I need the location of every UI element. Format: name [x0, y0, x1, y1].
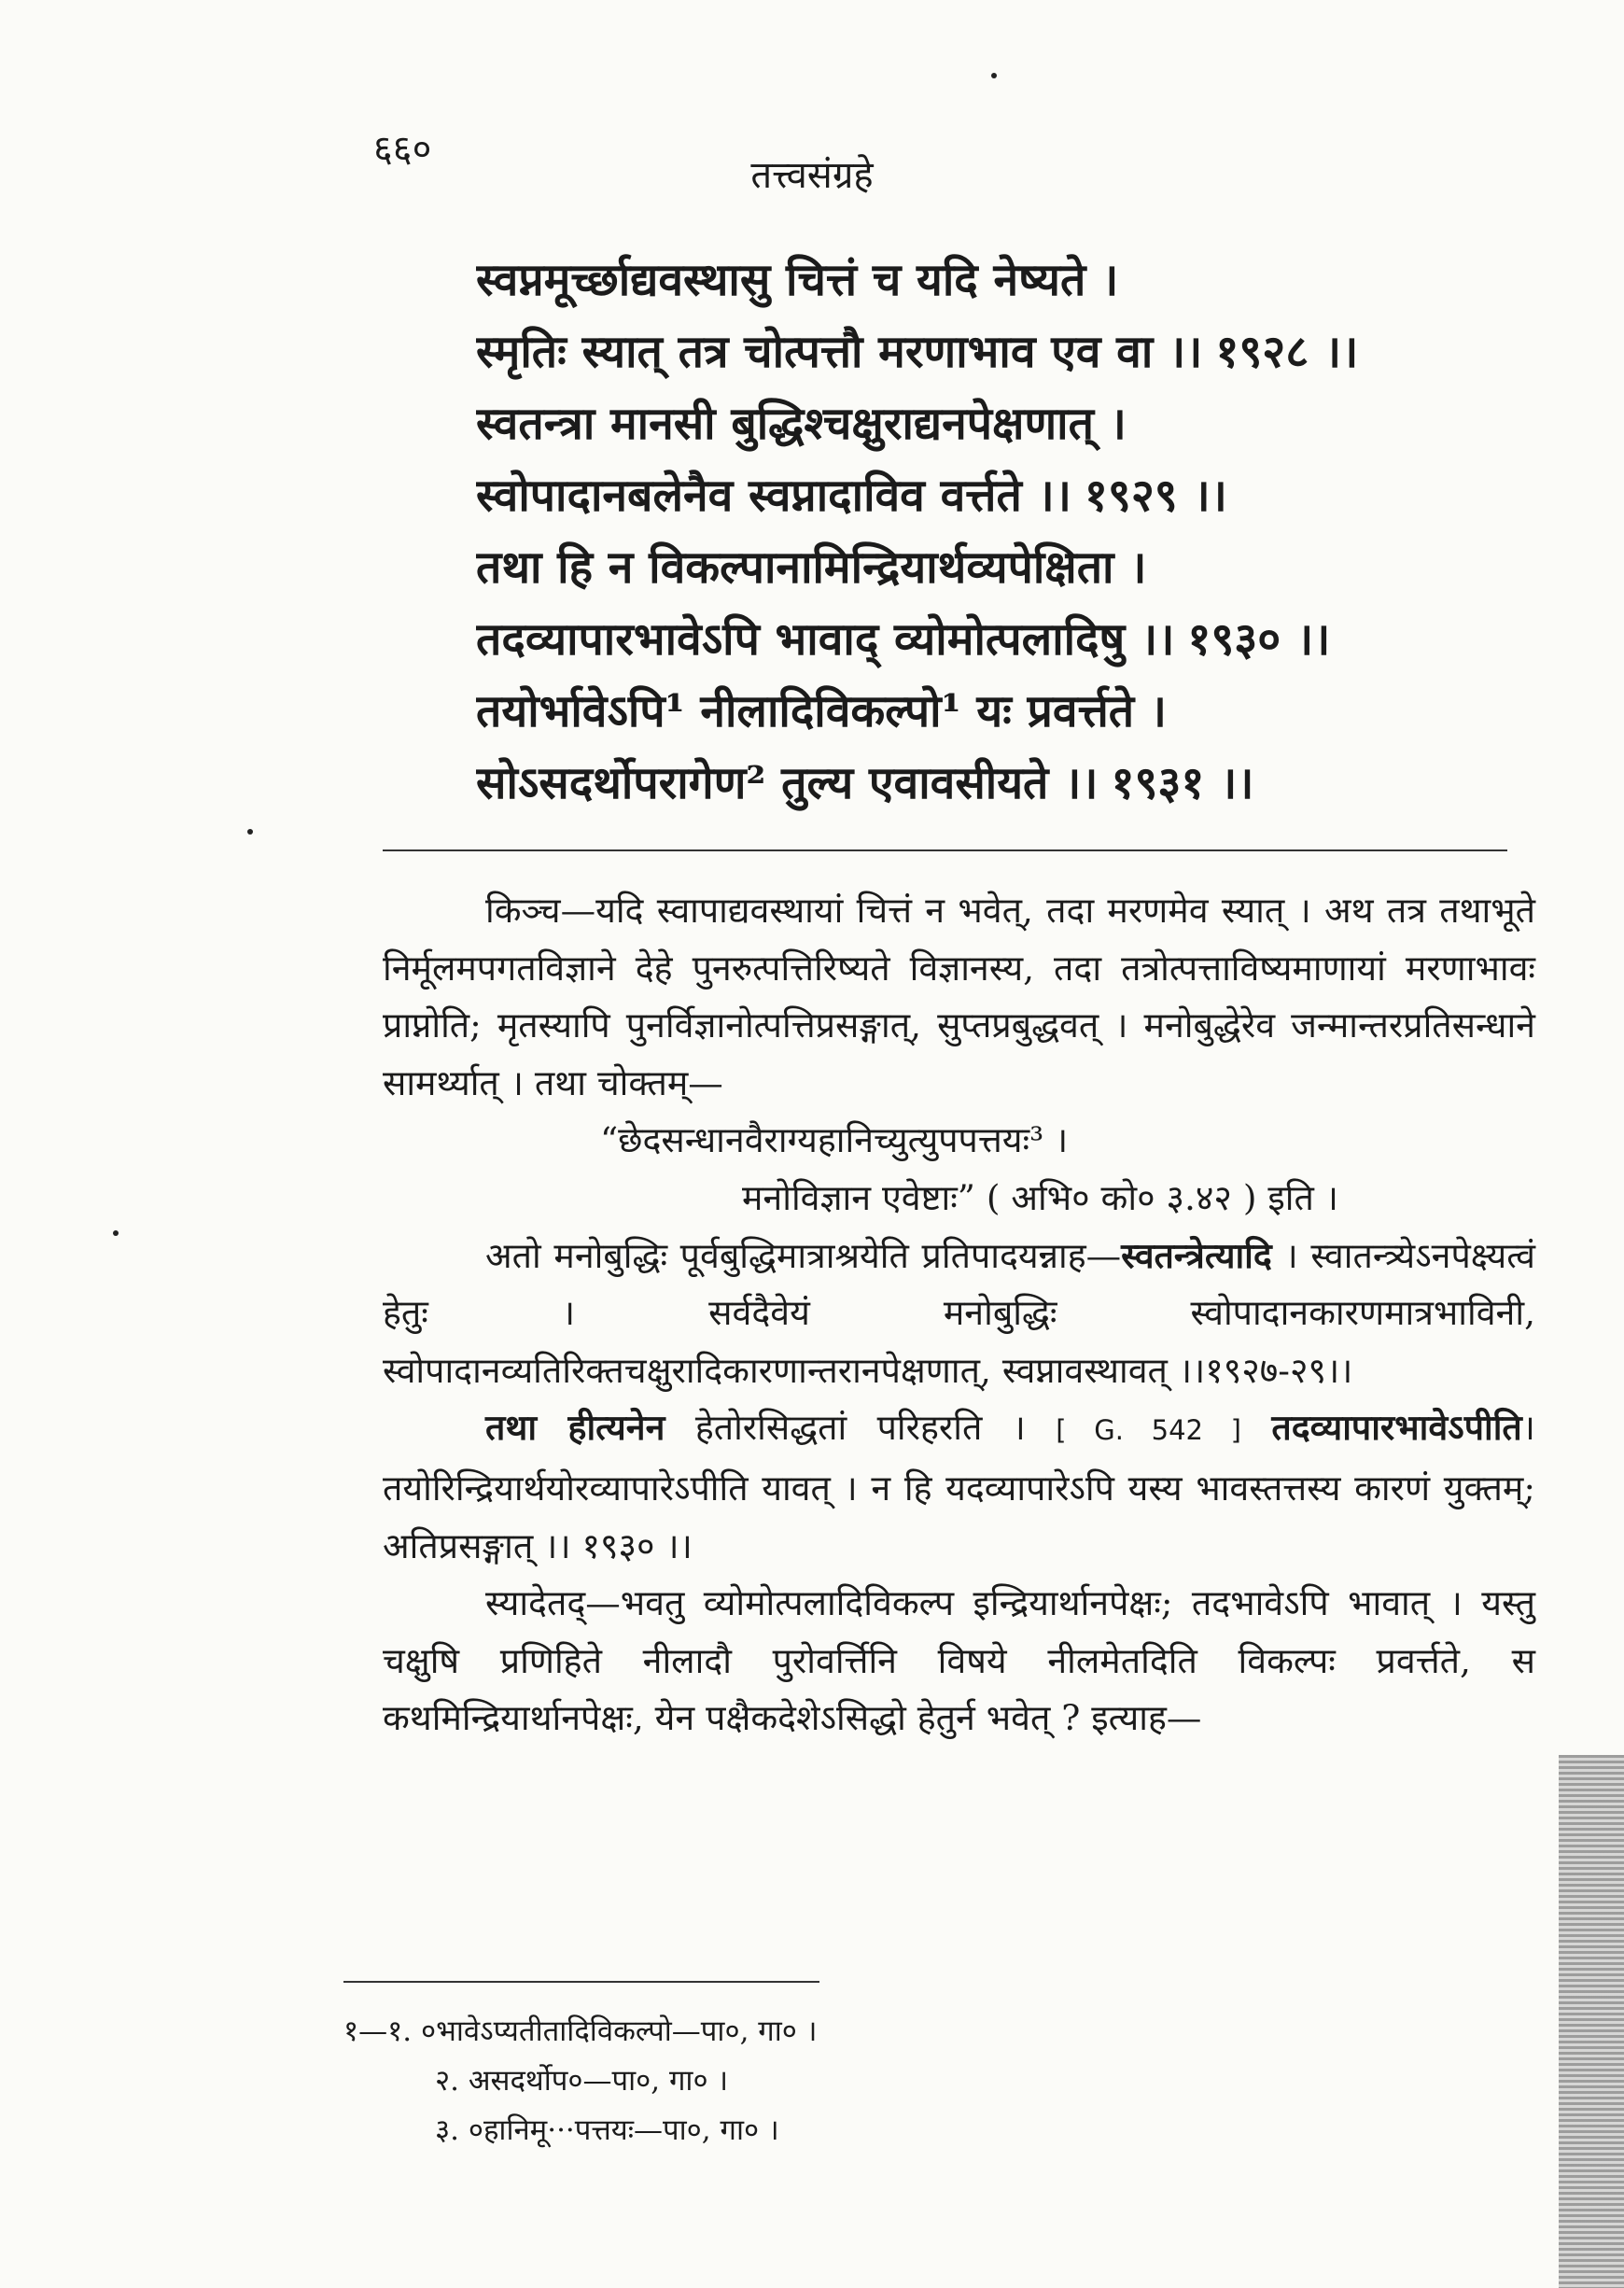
scan-edge-shadow: [1559, 1755, 1624, 2288]
running-title: तत्त्वसंग्रहे: [750, 154, 874, 197]
verse-text: स्वप्नमूर्च्छाद्यवस्थासु चित्तं च यदि नेष्यते ।: [476, 254, 1119, 306]
verse-line: [476, 604, 1503, 676]
footnote-divider: [343, 1981, 819, 1983]
commentary: [383, 882, 1535, 1748]
verse-line: [476, 460, 1503, 532]
footnote: १—१. ०भावेऽप्यतीतादिविकल्पो—पा०, गा० ।: [343, 2014, 818, 2048]
scan-speck: [247, 829, 253, 835]
scan-speck: [113, 1230, 119, 1236]
verse-number: १९२८ ।।: [1215, 326, 1359, 378]
verse-line: [476, 245, 1503, 316]
lemma: तथा हीत्यनेन: [485, 1407, 665, 1449]
verse-number: १९३० ।।: [1187, 613, 1331, 666]
commentary-paragraph: [383, 1228, 1535, 1400]
scan-speck: [991, 73, 997, 78]
commentary-text: हेतोरसिद्धतां परिहरति ।: [694, 1407, 1026, 1449]
commentary-paragraph: किञ्च—यदि स्वापाद्यवस्थायां चित्तं न भवेत्, तदा मरणमेव स्यात् । अथ तत्र तथाभूते निर्मूलमपगतविज्ञाने देहे पुनरुत्पत्तिरिष्यते विज्ञानस्य, तदा तत्रोत्पत्ताविष्यमाणायां मरणाभावः प्राप्नोति; मृतस्यापि पुनर्विज्ञानोत्पत्तिप्रसङ्गात्, सुप्तप्रबुद्धवत् । मनोबुद्धेरेव जन्मान्तरप्रतिसन्धाने सामर्थ्यात् । तथा चोक्तम्—: [383, 890, 1535, 1103]
section-divider: [383, 849, 1507, 851]
footnotes: [343, 2007, 817, 2155]
verse-number: १९३१ ।।: [1111, 757, 1254, 809]
lemma: स्वतन्त्रेत्यादि: [1121, 1234, 1272, 1276]
verse-text: स्मृतिः स्यात् तत्र चोत्पत्तौ मरणाभाव एव वा ।।: [476, 326, 1203, 378]
verse-line: [476, 748, 1503, 820]
verse-line: [476, 316, 1503, 388]
commentary-paragraph: [383, 1399, 1535, 1575]
footnote: २. असदर्थोप०—पा०, गा० ।: [435, 2064, 729, 2098]
verse-line: [476, 676, 1503, 748]
verse-line: [476, 388, 1503, 460]
verse-text: तयोर्भावेऽपि¹ नीलादिविकल्पो¹ यः प्रवर्त्तते ।: [476, 685, 1167, 737]
verse-line: [476, 532, 1503, 604]
commentary-text: । स्वातन्त्र्येऽनपेक्ष्यत्वं हेतुः । सर्वदैवेयं मनोबुद्धिः स्वोपादानकारणमात्रभाविनी, स्वोपादानव्यतिरिक्तचक्षुरादिकारणान्तरानपेक्षणात्, स्वप्नावस्थावत् ।।१९२७-२९।।: [383, 1234, 1535, 1391]
commentary-paragraph: स्यादेतद्—भवतु व्योमोत्पलादिविकल्प इन्द्रियार्थानपेक्षः; तदभावेऽपि भावात् । यस्तु चक्षुषि प्रणिहिते नीलादौ पुरोवर्त्तिनि विषये नीलमेतदिति विकल्पः प्रवर्त्तते, स कथमिन्द्रियार्थानपेक्षः, येन पक्षैकदेशेऽसिद्धो हेतुर्न भवेत् ? इत्याह—: [383, 1582, 1535, 1739]
verse-number: १९२९ ।।: [1084, 470, 1227, 522]
commentary-text: अतो मनोबुद्धिः पूर्वबुद्धिमात्राश्रयेति प्रतिपादयन्नाह—: [485, 1234, 1122, 1276]
page-number: ६६०: [373, 128, 432, 171]
commentary-text: । तयोरिन्द्रियार्थयोरव्यापारेऽपीति यावत् । न हि यदव्यापारेऽपि यस्य भावस्तत्तस्य कारणं युक्तम्; अतिप्रसङ्गात् ।। १९३० ।।: [383, 1407, 1536, 1566]
verse-text: सोऽसदर्थोपरागेण² तुल्य एवावसीयते ।।: [476, 757, 1099, 809]
verse-text: स्वोपादानबलेनैव स्वप्नादाविव वर्त्तते ।।: [476, 470, 1071, 522]
quotation-line: “छेदसन्धानवैराग्यहानिच्युत्युपपत्तयः³ ।: [600, 1119, 1069, 1161]
verse-block: [476, 245, 1503, 820]
verse-text: स्वतन्त्रा मानसी बुद्धिश्चक्षुराद्यनपेक्षणात् ।: [476, 398, 1127, 450]
quotation-line: मनोविज्ञान एवेष्टाः” ( अभि० को० ३.४२ ) इति ।: [742, 1176, 1339, 1218]
verse-text: तथा हि न विकल्पानामिन्द्रियार्थव्यपेक्षिता ।: [476, 541, 1147, 594]
lemma: तदव्यापारभावेऽपीति: [1271, 1407, 1522, 1449]
footnote: ३. ०हानिमू···पत्तयः—पा०, गा० ।: [435, 2113, 779, 2147]
page-reference: [ G. 542 ]: [1056, 1414, 1241, 1447]
verse-text: तदव्यापारभावेऽपि भावाद् व्योमोत्पलादिषु ।।: [476, 613, 1175, 666]
